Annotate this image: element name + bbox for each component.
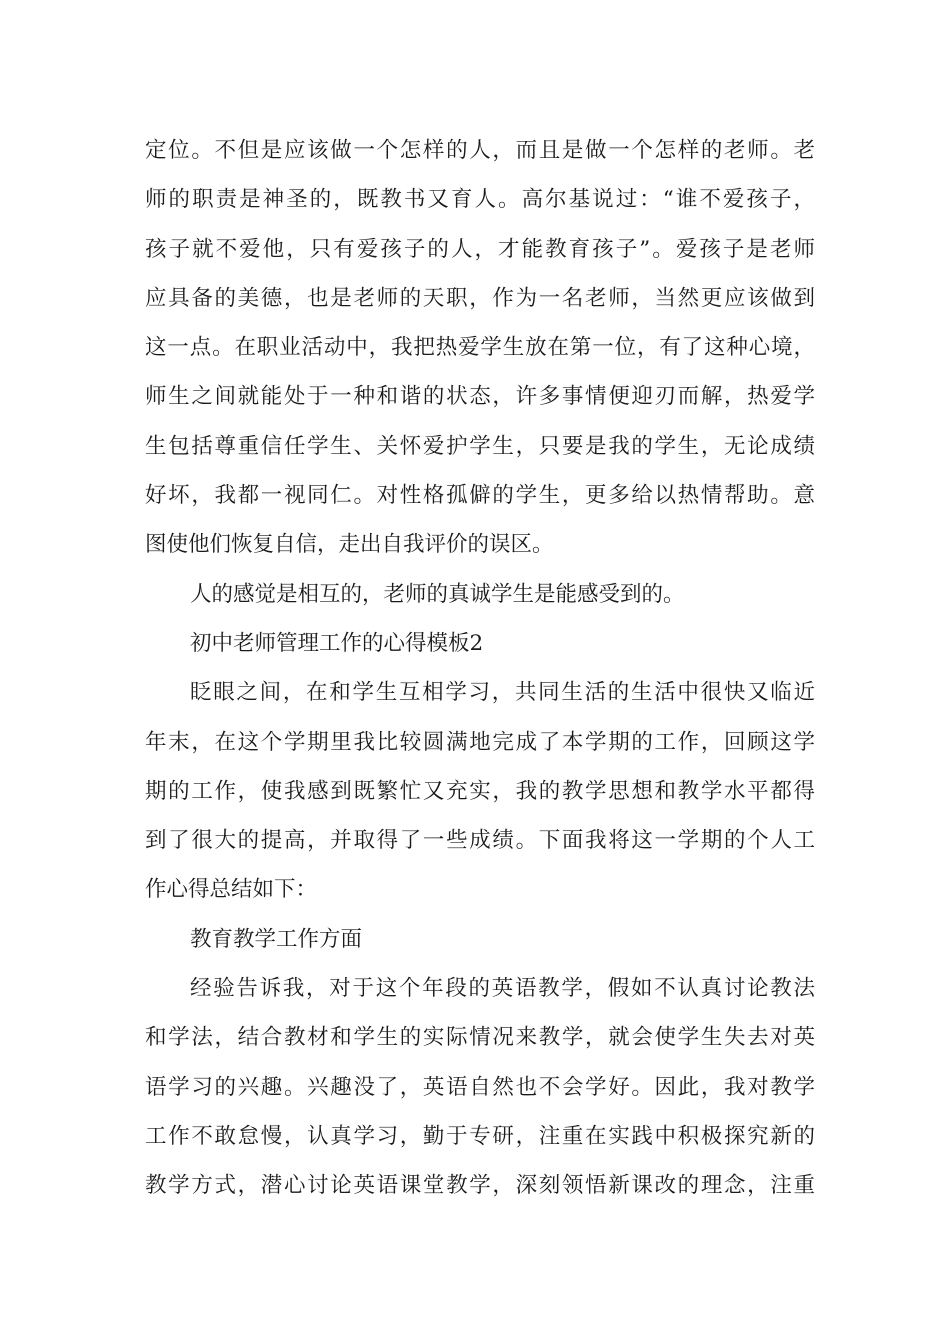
text-line: 教学方式，潜心讨论英语课堂教学，深刻领悟新课改的理念，注重: [145, 1173, 815, 1199]
text-line: 这一点。在职业活动中，我把热爱学生放在第一位，有了这种心境，: [145, 335, 815, 361]
text-line: 图使他们恢复自信，走出自我评价的误区。: [145, 532, 554, 558]
text-line: 孩子就不爱他，只有爱孩子的人，才能教育孩子”。爱孩子是老师: [145, 236, 815, 262]
text-line: 眨眼之间，在和学生互相学习，共同生活的生活中很快又临近: [190, 680, 815, 706]
text-line: 年末，在这个学期里我比较圆满地完成了本学期的工作，回顾这学: [145, 729, 815, 755]
text-line: 好坏，我都一视同仁。对性格孤僻的学生，更多给以热情帮助。意: [145, 483, 815, 509]
text-line: 生包括尊重信任学生、关怀爱护学生，只要是我的学生，无论成绩: [145, 433, 815, 459]
text-line: 应具备的美德，也是老师的天职，作为一名老师，当然更应该做到: [145, 285, 815, 311]
text-line: 定位。不但是应该做一个怎样的人，而且是做一个怎样的老师。老: [145, 138, 815, 163]
text-line: 作心得总结如下：: [145, 877, 318, 903]
text-line: 到了很大的提高，并取得了一些成绩。下面我将这一学期的个人工: [145, 828, 815, 854]
text-line: 经验告诉我，对于这个年段的英语教学，假如不认真讨论教法: [190, 976, 815, 1002]
text-line: 人的感觉是相互的，老师的真诚学生是能感受到的。: [190, 581, 685, 607]
text-line: 师的职责是神圣的，既教书又育人。高尔基说过：“谁不爱孩子，: [145, 187, 815, 213]
text-line: 和学法，结合教材和学生的实际情况来教学，就会使学生失去对英: [145, 1025, 815, 1051]
text-line: 语学习的兴趣。兴趣没了，英语自然也不会学好。因此，我对教学: [145, 1074, 815, 1100]
body-text: [145, 126, 815, 1211]
text-line: 教育教学工作方面: [190, 926, 363, 952]
text-line: 初中老师管理工作的心得模板2: [190, 630, 484, 656]
text-line: 师生之间就能处于一种和谐的状态，许多事情便迎刃而解，热爱学: [145, 384, 815, 410]
text-line: 工作不敢怠慢，认真学习，勤于专研，注重在实践中积极探究新的: [145, 1123, 815, 1149]
text-line: 期的工作，使我感到既繁忙又充实，我的教学思想和教学水平都得: [145, 778, 815, 804]
